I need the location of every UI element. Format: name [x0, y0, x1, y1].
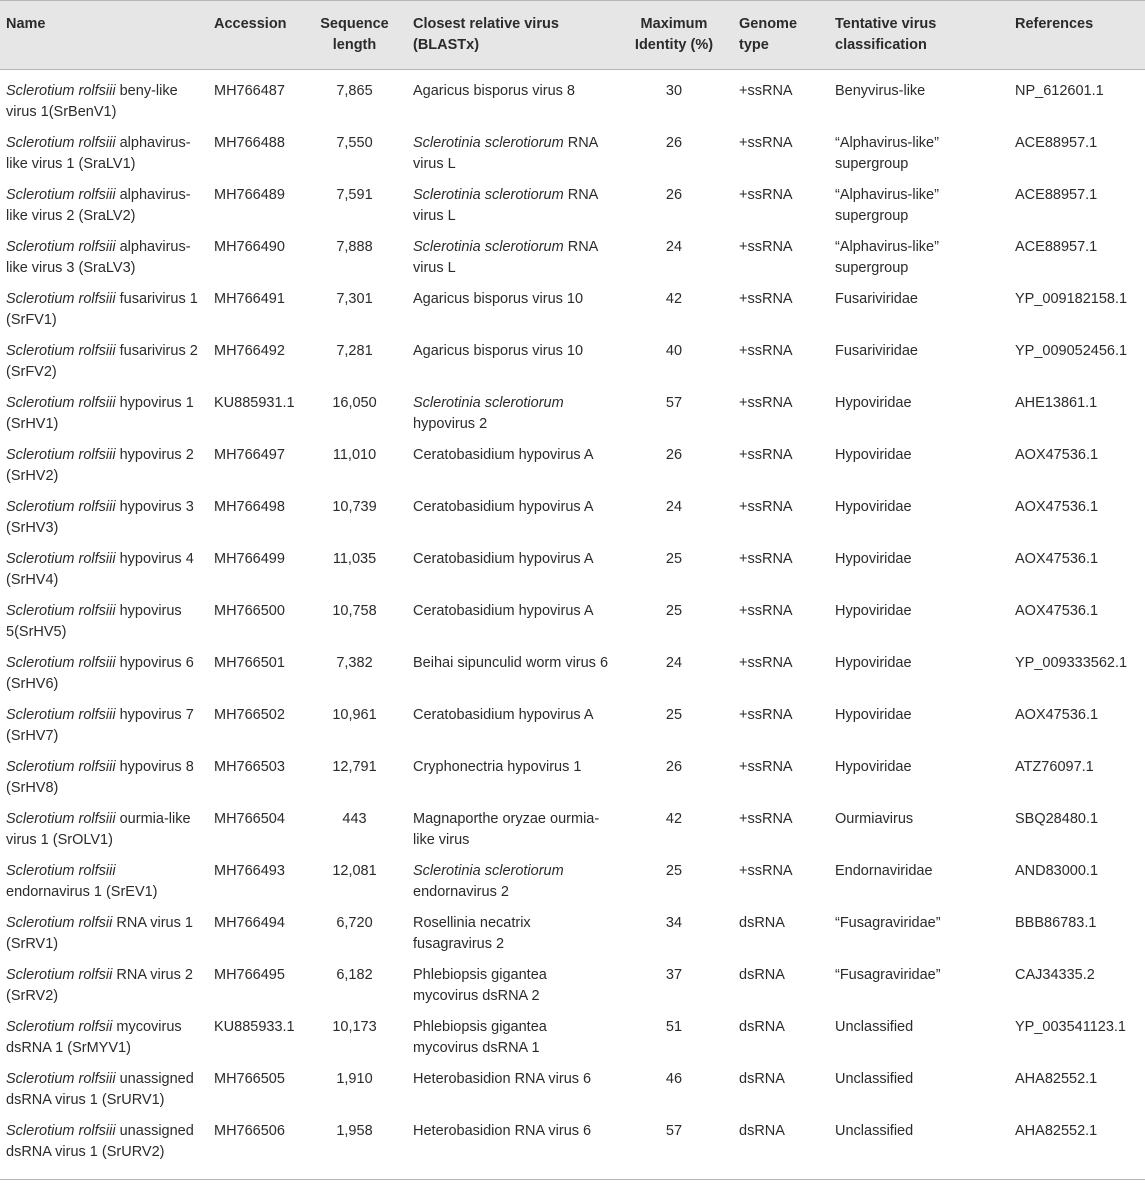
header-row: [0, 1, 1145, 70]
cell-classification: Hypoviridae: [835, 655, 912, 671]
cell-accession: MH766495: [214, 967, 285, 983]
relative-virus: Rosellinia necatrix fusagravirus 2: [413, 915, 531, 952]
cell-closest-relative: [407, 128, 615, 180]
cell-accession: MH766498: [214, 499, 285, 515]
cell-closest-relative: [407, 70, 615, 129]
cell-accession: MH766491: [214, 291, 285, 307]
cell-classification: “Alphavirus-like” supergroup: [835, 187, 939, 224]
cell-name: [0, 180, 208, 232]
cell-reference: ACE88957.1: [1015, 135, 1098, 151]
cell-maximum-identity: 24: [665, 239, 683, 255]
species-name: Sclerotium rolfsii: [6, 967, 113, 983]
species-name: Sclerotium rolfsiii: [6, 291, 116, 307]
virus-name: endornavirus 1 (SrEV1): [6, 884, 158, 900]
species-name: Sclerotium rolfsiii: [6, 863, 116, 879]
relative-virus: Agaricus bisporus virus 8: [413, 83, 575, 99]
virus-name: hypovirus 8 (SrHV8): [6, 759, 194, 796]
cell-maximum-identity: 24: [665, 655, 683, 671]
cell-reference: YP_003541123.1: [1015, 1019, 1127, 1035]
relative-virus: Agaricus bisporus virus 10: [413, 343, 584, 359]
header-name: Name: [0, 1, 208, 70]
cell-name: [0, 596, 208, 648]
virus-name: RNA virus 1 (SrRV1): [6, 915, 193, 952]
cell-accession: MH766500: [214, 603, 285, 619]
table-row: [0, 596, 1145, 648]
virus-name: ourmia-like virus 1 (SrOLV1): [6, 811, 191, 848]
cell-sequence-length: 10,173: [332, 1019, 377, 1035]
species-name: Sclerotium rolfsiii: [6, 395, 116, 411]
cell-reference: AHE13861.1: [1015, 395, 1098, 411]
relative-virus: Heterobasidion RNA virus 6: [413, 1071, 592, 1087]
cell-reference: AOX47536.1: [1015, 499, 1099, 515]
cell-reference: AOX47536.1: [1015, 707, 1099, 723]
virus-name: hypovirus 3 (SrHV3): [6, 499, 194, 536]
cell-reference: AHA82552.1: [1009, 1116, 1145, 1180]
cell-name: [0, 1064, 208, 1116]
cell-closest-relative: [407, 856, 615, 908]
cell-sequence-length: 7,281: [336, 343, 373, 359]
species-name: Sclerotium rolfsiii: [6, 707, 116, 723]
cell-closest-relative: [407, 700, 615, 752]
cell-closest-relative: [407, 180, 615, 232]
cell-genome-type: +ssRNA: [739, 707, 793, 723]
table-row: [0, 128, 1145, 180]
cell-reference: AND83000.1: [1015, 863, 1099, 879]
cell-closest-relative: [407, 232, 615, 284]
cell-closest-relative: [407, 284, 615, 336]
cell-sequence-length: 1,958: [302, 1116, 407, 1180]
header-references: References: [1009, 1, 1145, 70]
cell-classification: Hypoviridae: [835, 499, 912, 515]
cell-closest-relative: [407, 492, 615, 544]
cell-sequence-length: 7,888: [336, 239, 373, 255]
virus-name: hypovirus 2 (SrHV2): [6, 447, 194, 484]
table-row: [0, 700, 1145, 752]
cell-closest-relative: [407, 752, 615, 804]
cell-maximum-identity: 40: [665, 343, 683, 359]
cell-classification: Unclassified: [835, 1019, 914, 1035]
table-header: [0, 1, 1145, 70]
species-name: Sclerotium rolfsiii: [6, 551, 116, 567]
virus-name: hypovirus 5(SrHV5): [6, 603, 182, 640]
cell-accession: MH766497: [214, 447, 285, 463]
cell-genome-type: dsRNA: [739, 915, 785, 931]
species-name: Sclerotium rolfsiii: [6, 655, 116, 671]
table-row: [0, 648, 1145, 700]
species-name: Sclerotium rolfsiii: [6, 343, 116, 359]
relative-species: Sclerotinia sclerotiorum: [413, 135, 564, 151]
relative-virus: Ceratobasidium hypovirus A: [413, 447, 594, 463]
table-body: [0, 70, 1145, 1180]
cell-classification: Endornaviridae: [835, 863, 933, 879]
relative-virus: RNA virus L: [413, 187, 598, 224]
table-row: [0, 440, 1145, 492]
cell-sequence-length: 7,591: [336, 187, 373, 203]
cell-accession: MH766489: [214, 187, 285, 203]
table-row: [0, 232, 1145, 284]
cell-closest-relative: [407, 908, 615, 960]
cell-accession: MH766490: [214, 239, 285, 255]
cell-genome-type: +ssRNA: [739, 603, 793, 619]
virus-name: alphavirus-like virus 2 (SraLV2): [6, 187, 191, 224]
cell-maximum-identity: 42: [665, 811, 683, 827]
cell-reference: YP_009052456.1: [1015, 343, 1128, 359]
cell-name: [0, 440, 208, 492]
cell-name: [0, 544, 208, 596]
cell-accession: KU885933.1: [214, 1019, 295, 1035]
cell-classification: “Alphavirus-like” supergroup: [835, 135, 939, 172]
cell-sequence-length: 6,720: [336, 915, 373, 931]
cell-closest-relative: [407, 804, 615, 856]
table-row: [0, 180, 1145, 232]
cell-maximum-identity: 34: [665, 915, 683, 931]
species-name: Sclerotium rolfsiii: [6, 1071, 116, 1087]
cell-sequence-length: 6,182: [336, 967, 373, 983]
cell-sequence-length: 7,382: [336, 655, 373, 671]
relative-virus: Beihai sipunculid worm virus 6: [413, 655, 609, 671]
cell-classification: Hypoviridae: [835, 707, 912, 723]
table-row: [0, 1116, 1145, 1180]
table-row: [0, 492, 1145, 544]
cell-maximum-identity: 25: [665, 603, 683, 619]
cell-genome-type: +ssRNA: [739, 83, 793, 99]
virus-name: hypovirus 4 (SrHV4): [6, 551, 194, 588]
header-classification: Tentative virus classification: [829, 1, 1009, 70]
relative-virus: Phlebiopsis gigantea mycovirus dsRNA 1: [413, 1019, 547, 1056]
cell-genome-type: +ssRNA: [739, 135, 793, 151]
cell-genome-type: +ssRNA: [739, 499, 793, 515]
cell-name: [0, 1012, 208, 1064]
cell-genome-type: dsRNA: [739, 1071, 785, 1087]
virus-name: hypovirus 7 (SrHV7): [6, 707, 194, 744]
relative-virus: Magnaporthe oryzae ourmia-like virus: [413, 811, 600, 848]
cell-name: [0, 388, 208, 440]
virus-name: mycovirus dsRNA 1 (SrMYV1): [6, 1019, 182, 1056]
cell-genome-type: +ssRNA: [739, 863, 793, 879]
cell-name: [0, 856, 208, 908]
virus-name: unassigned dsRNA virus 1 (SrURV1): [6, 1071, 194, 1108]
cell-sequence-length: 7,301: [336, 291, 373, 307]
cell-accession: MH766488: [214, 135, 285, 151]
cell-accession: MH766505: [214, 1071, 285, 1087]
cell-genome-type: +ssRNA: [739, 551, 793, 567]
header-closest-relative: Closest relative virus (BLASTx): [407, 1, 615, 70]
cell-genome-type: dsRNA: [733, 1116, 829, 1180]
cell-genome-type: +ssRNA: [739, 655, 793, 671]
cell-accession: MH766494: [214, 915, 285, 931]
virus-name: hypovirus 1 (SrHV1): [6, 395, 194, 432]
cell-maximum-identity: 26: [665, 135, 683, 151]
cell-maximum-identity: 57: [615, 1116, 733, 1180]
cell-genome-type: +ssRNA: [739, 447, 793, 463]
cell-maximum-identity: 25: [665, 707, 683, 723]
relative-virus: Heterobasidion RNA virus 6: [413, 1123, 592, 1139]
cell-maximum-identity: 26: [665, 447, 683, 463]
cell-name: [0, 284, 208, 336]
cell-accession: MH766492: [214, 343, 285, 359]
cell-classification: Fusariviridae: [835, 291, 918, 307]
relative-species: Sclerotinia sclerotiorum: [413, 187, 564, 203]
cell-accession: KU885931.1: [214, 395, 295, 411]
cell-closest-relative: [407, 648, 615, 700]
cell-genome-type: +ssRNA: [739, 395, 793, 411]
virus-name: beny-like virus 1(SrBenV1): [6, 83, 178, 120]
table-row: [0, 1064, 1145, 1116]
species-name: Sclerotium rolfsiii: [6, 603, 116, 619]
cell-name: [0, 804, 208, 856]
cell-name: [0, 648, 208, 700]
cell-name: [0, 128, 208, 180]
cell-classification: “Alphavirus-like” supergroup: [835, 239, 939, 276]
cell-genome-type: +ssRNA: [739, 291, 793, 307]
cell-sequence-length: 12,081: [332, 863, 377, 879]
relative-virus: Ceratobasidium hypovirus A: [413, 603, 594, 619]
species-name: Sclerotium rolfsiii: [6, 187, 116, 203]
relative-species: Sclerotinia sclerotiorum: [413, 863, 564, 879]
cell-genome-type: +ssRNA: [739, 343, 793, 359]
table-row: [0, 544, 1145, 596]
cell-accession: MH766506: [208, 1116, 302, 1180]
cell-genome-type: dsRNA: [739, 967, 785, 983]
relative-virus: RNA virus L: [413, 135, 598, 172]
table-row: [0, 752, 1145, 804]
cell-closest-relative: [407, 388, 615, 440]
cell-reference: YP_009182158.1: [1015, 291, 1128, 307]
cell-classification: Unclassified: [829, 1116, 1009, 1180]
cell-sequence-length: 10,739: [332, 499, 377, 515]
cell-accession: MH766502: [214, 707, 285, 723]
species-name: Sclerotium rolfsiii: [6, 499, 116, 515]
species-name: Sclerotium rolfsii: [6, 915, 113, 931]
species-name: Sclerotium rolfsiii: [6, 811, 116, 827]
cell-closest-relative: [407, 1064, 615, 1116]
cell-maximum-identity: 46: [665, 1071, 683, 1087]
table-row: [0, 1012, 1145, 1064]
cell-genome-type: +ssRNA: [739, 187, 793, 203]
cell-name: [0, 960, 208, 1012]
cell-sequence-length: 16,050: [332, 395, 377, 411]
relative-virus: endornavirus 2: [413, 884, 509, 900]
cell-sequence-length: 443: [342, 811, 367, 827]
relative-virus: Ceratobasidium hypovirus A: [413, 551, 594, 567]
species-name: Sclerotium rolfsiii: [6, 1123, 116, 1139]
cell-accession: MH766504: [214, 811, 285, 827]
cell-reference: NP_612601.1: [1015, 83, 1104, 99]
cell-maximum-identity: 57: [665, 395, 683, 411]
cell-accession: MH766501: [214, 655, 285, 671]
relative-species: Sclerotinia sclerotiorum: [413, 239, 564, 255]
cell-classification: “Fusagraviridae”: [835, 967, 941, 983]
species-name: Sclerotium rolfsii: [6, 1019, 113, 1035]
cell-maximum-identity: 26: [665, 759, 683, 775]
header-maximum-identity: Maximum Identity (%): [615, 1, 733, 70]
cell-closest-relative: [407, 596, 615, 648]
cell-maximum-identity: 42: [665, 291, 683, 307]
cell-maximum-identity: 37: [665, 967, 683, 983]
cell-genome-type: +ssRNA: [739, 811, 793, 827]
table-row: [0, 388, 1145, 440]
cell-maximum-identity: 25: [665, 551, 683, 567]
table-row: [0, 908, 1145, 960]
cell-reference: SBQ28480.1: [1015, 811, 1099, 827]
cell-closest-relative: [407, 960, 615, 1012]
cell-classification: Hypoviridae: [835, 551, 912, 567]
relative-virus: hypovirus 2: [413, 416, 488, 432]
virus-name: fusarivirus 2 (SrFV2): [6, 343, 198, 380]
cell-reference: BBB86783.1: [1015, 915, 1097, 931]
cell-closest-relative: [407, 544, 615, 596]
species-name: Sclerotium rolfsiii: [6, 759, 116, 775]
cell-classification: Fusariviridae: [835, 343, 918, 359]
cell-genome-type: dsRNA: [739, 1019, 785, 1035]
cell-accession: MH766487: [214, 83, 285, 99]
table-row: [0, 804, 1145, 856]
cell-maximum-identity: 51: [665, 1019, 683, 1035]
cell-closest-relative: [407, 1012, 615, 1064]
cell-name: [0, 752, 208, 804]
cell-reference: AOX47536.1: [1015, 447, 1099, 463]
table-row: [0, 856, 1145, 908]
relative-virus: Ceratobasidium hypovirus A: [413, 499, 594, 515]
cell-name: [0, 492, 208, 544]
cell-name: [0, 70, 208, 129]
cell-genome-type: +ssRNA: [739, 239, 793, 255]
cell-classification: Hypoviridae: [835, 395, 912, 411]
virus-name: RNA virus 2 (SrRV2): [6, 967, 193, 1004]
relative-virus: Phlebiopsis gigantea mycovirus dsRNA 2: [413, 967, 547, 1004]
cell-reference: CAJ34335.2: [1015, 967, 1095, 983]
table-row: [0, 70, 1145, 129]
cell-name: [0, 336, 208, 388]
cell-reference: YP_009333562.1: [1015, 655, 1128, 671]
species-name: Sclerotium rolfsiii: [6, 135, 116, 151]
cell-classification: Hypoviridae: [835, 603, 912, 619]
cell-closest-relative: [407, 440, 615, 492]
cell-sequence-length: 11,010: [332, 447, 377, 463]
cell-classification: Hypoviridae: [835, 759, 912, 775]
header-accession: Accession: [208, 1, 302, 70]
virus-name: unassigned dsRNA virus 1 (SrURV2): [6, 1123, 194, 1160]
virus-name: fusarivirus 1 (SrFV1): [6, 291, 198, 328]
cell-closest-relative: [407, 336, 615, 388]
header-genome-type: Genome type: [733, 1, 829, 70]
table-row: [0, 336, 1145, 388]
cell-name: [0, 908, 208, 960]
cell-name: [0, 232, 208, 284]
cell-name: [0, 700, 208, 752]
cell-classification: Benyvirus-like: [835, 83, 926, 99]
cell-reference: ATZ76097.1: [1015, 759, 1094, 775]
cell-name: [0, 1116, 208, 1180]
relative-virus: Cryphonectria hypovirus 1: [413, 759, 582, 775]
relative-species: Sclerotinia sclerotiorum: [413, 395, 564, 411]
cell-genome-type: +ssRNA: [739, 759, 793, 775]
table-row: [0, 284, 1145, 336]
header-sequence-length: Sequence length: [302, 1, 407, 70]
cell-classification: Ourmiavirus: [835, 811, 914, 827]
cell-closest-relative: [407, 1116, 615, 1180]
virus-name: alphavirus-like virus 1 (SraLV1): [6, 135, 191, 172]
cell-reference: ACE88957.1: [1015, 187, 1098, 203]
relative-virus: Agaricus bisporus virus 10: [413, 291, 584, 307]
virus-name: hypovirus 6 (SrHV6): [6, 655, 194, 692]
species-name: Sclerotium rolfsiii: [6, 239, 116, 255]
cell-sequence-length: 1,910: [336, 1071, 373, 1087]
cell-reference: AOX47536.1: [1015, 603, 1099, 619]
cell-classification: “Fusagraviridae”: [835, 915, 941, 931]
cell-reference: ACE88957.1: [1015, 239, 1098, 255]
species-name: Sclerotium rolfsiii: [6, 83, 116, 99]
cell-sequence-length: 12,791: [332, 759, 377, 775]
cell-maximum-identity: 30: [665, 83, 683, 99]
cell-accession: MH766499: [214, 551, 285, 567]
cell-reference: AHA82552.1: [1015, 1071, 1098, 1087]
cell-reference: AOX47536.1: [1015, 551, 1099, 567]
cell-sequence-length: 7,865: [336, 83, 373, 99]
cell-sequence-length: 10,961: [332, 707, 377, 723]
virus-name: alphavirus-like virus 3 (SraLV3): [6, 239, 191, 276]
relative-virus: Ceratobasidium hypovirus A: [413, 707, 594, 723]
cell-maximum-identity: 26: [665, 187, 683, 203]
relative-virus: RNA virus L: [413, 239, 598, 276]
cell-classification: Hypoviridae: [835, 447, 912, 463]
species-name: Sclerotium rolfsiii: [6, 447, 116, 463]
cell-classification: Unclassified: [835, 1071, 914, 1087]
cell-accession: MH766493: [214, 863, 285, 879]
cell-maximum-identity: 24: [665, 499, 683, 515]
cell-sequence-length: 7,550: [336, 135, 373, 151]
cell-sequence-length: 11,035: [332, 551, 377, 567]
cell-sequence-length: 10,758: [332, 603, 377, 619]
cell-maximum-identity: 25: [665, 863, 683, 879]
cell-accession: MH766503: [214, 759, 285, 775]
table-row: [0, 960, 1145, 1012]
